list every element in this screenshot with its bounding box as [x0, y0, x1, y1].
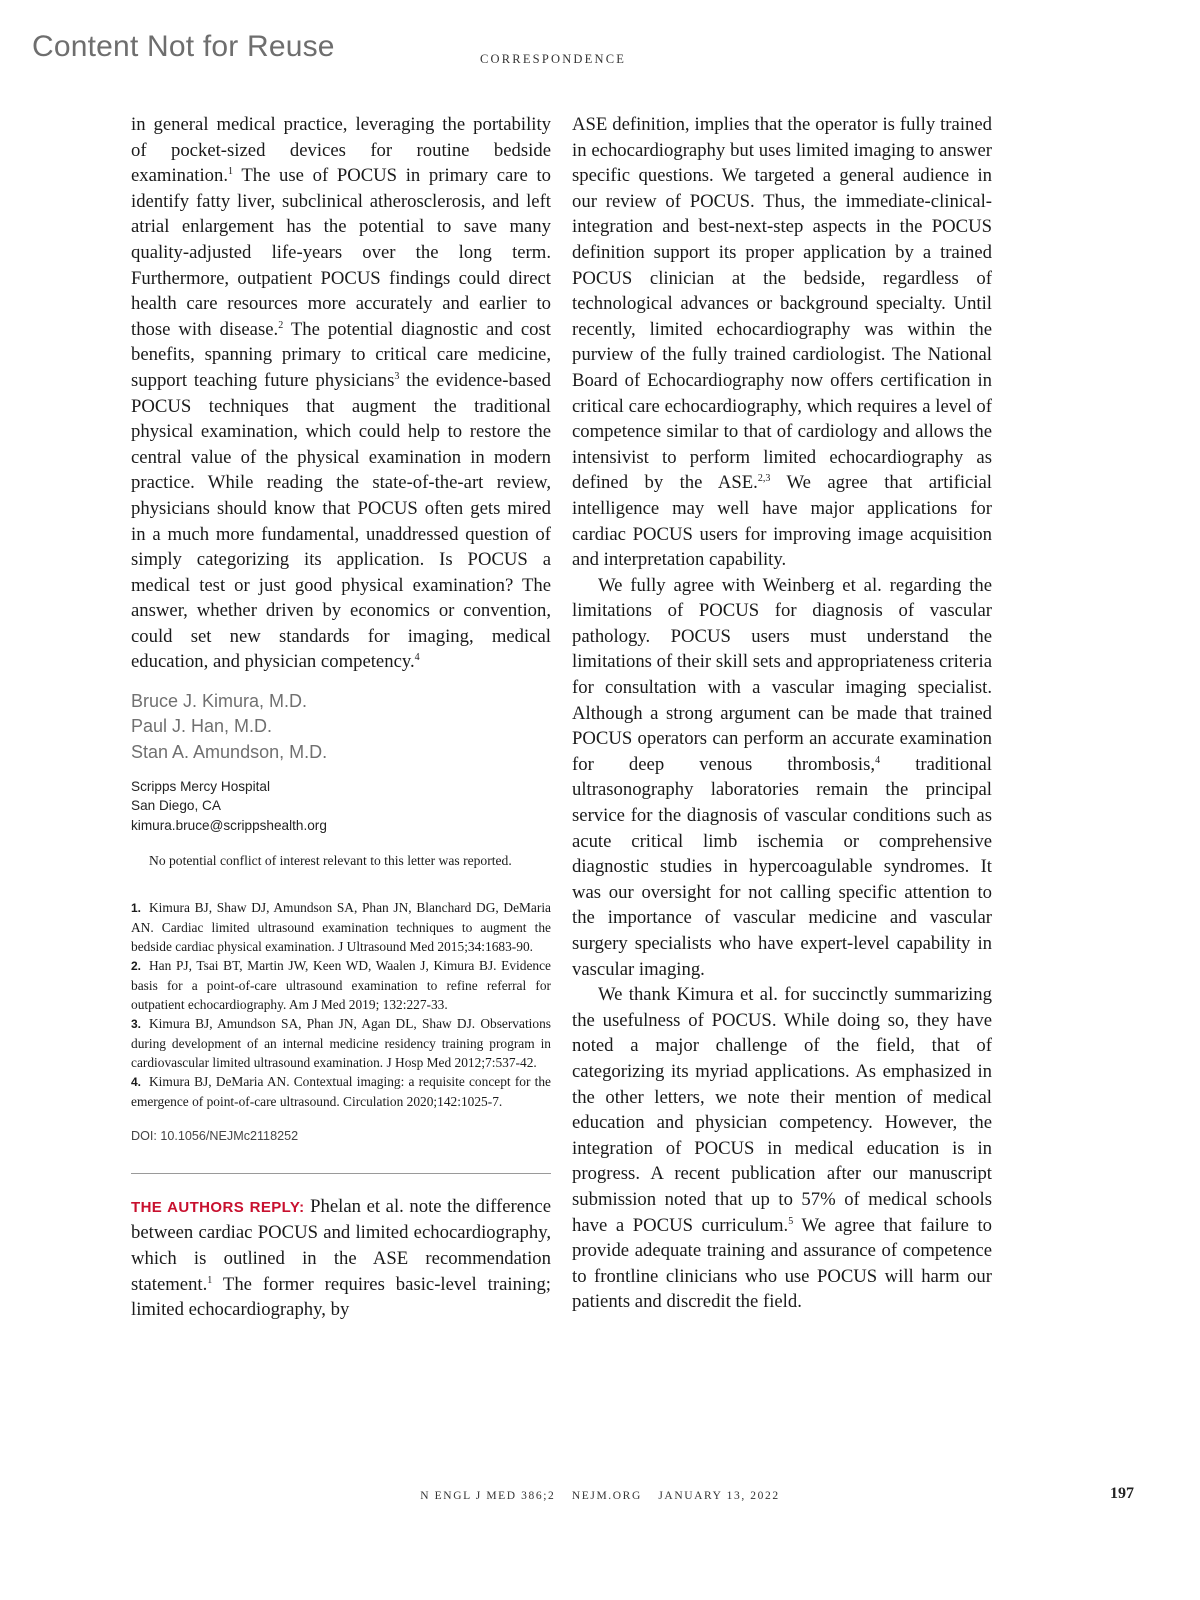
reply-paragraph: THE AUTHORS REPLY: Phelan et al. note the difference between cardiac POCUS and limited echocardiography, which is outlined in the ASE recommendation statement.$^1$ The former requires basic-level training; limited echocardiography, by: [131, 1195, 551, 1321]
doi-link[interactable]: DOI: 10.1056/NEJMc2118252: [131, 1128, 299, 1143]
author-name: Paul J. Han, M.D.: [131, 716, 273, 737]
reference-item: 3. Kimura BJ, Amundson SA, Phan JN, Agan DL, Shaw DJ. Observations during development of an internal medicine residency training program in cardiovascular limited ultrasound examination. J Hosp Med 2012;7:537-42.: [131, 1015, 551, 1070]
reference-item: 2. Han PJ, Tsai BT, Martin JW, Keen WD, Waalen J, Kimura BJ. Evidence basis for a point-of-care ultrasound examination to refine referral for outpatient echocardiography. Am J Med 2019; 132:227-33.: [131, 957, 551, 1012]
issue-date: JANUARY 13, 2022: [658, 1490, 780, 1502]
email-address[interactable]: kimura.bruce@scrippshealth.org: [131, 817, 327, 833]
author-list: [131, 689, 551, 765]
section-divider: [131, 1173, 551, 1174]
reply-paragraph-education: We thank Kimura et al. for succinctly summarizing the usefulness of POCUS. While doing so, they have noted a major challenge of the field, that of categorizing its myriad applications. As emphasized in the other letters, we note their mention of medical education and physician competency. However, the integration of POCUS in medical education is in progress. A recent publication after our manuscript submission noted that up to 57% of medical schools have a POCUS curriculum.$^5$ We agree that failure to provide adequate training and assurance of competence to frontline clinicians who use POCUS will harm our patients and discredit the field.: [572, 984, 992, 1313]
author-name: Stan A. Amundson, M.D.: [131, 741, 328, 762]
reply-continuation-paragraph: ASE definition, implies that the operator is fully trained in echocardiography but uses limited imaging to answer specific questions. We targeted a general audience in our review of POCUS. Thus, the immediate-clinical-integration and best-next-step aspects in the POCUS definition support its proper application by a trained POCUS clinician at the bedside, regardless of technological advances or background specialty. Until recently, limited echocardiography was within the purview of the fully trained cardiologist. The National Board of Echocardiography now offers certification in critical care echocardiography, which requires a level of competence similar to that of cardiology and allows the intensivist to perform limited echocardiography as defined by the ASE.$^{2,3}$ We agree that artificial intelligence may well have major applications for cardiac POCUS users for improving image acquisition and interpretation capability.: [572, 114, 992, 571]
section-heading: CORRESPONDENCE: [480, 52, 627, 66]
page-number: 197: [1110, 1485, 1134, 1502]
affiliation: [131, 777, 551, 835]
institution: Scripps Mercy Hospital: [131, 779, 270, 795]
reference-item: 4. Kimura BJ, DeMaria AN. Contextual imaging: a requisite concept for the emergence of point-of-care ultrasound. Circulation 2020;142:1025-7.: [131, 1073, 551, 1109]
author-name: Bruce J. Kimura, M.D.: [131, 691, 308, 712]
location: San Diego, CA: [131, 798, 221, 814]
left-column: [131, 112, 551, 1323]
conflict-statement: No potential conflict of interest relevant to this letter was reported.: [149, 852, 512, 868]
journal-site[interactable]: NEJM.ORG: [571, 1490, 642, 1502]
reply-paragraph-vascular: We fully agree with Weinberg et al. regarding the limitations of POCUS for diagnosis of vascular pathology. POCUS users must understand the limitations of their skill sets and appropriateness criteria for consultation with a vascular imaging specialist. Although a strong argument can be made that trained POCUS operators can perform an accurate examination for deep venous thrombosis,$^4$ traditional ultrasonography laboratories remain the principal service for the diagnosis of vascular conditions such as acute critical limb ischemia or comprehensive diagnostic studies in hypercoagulable syndromes. It was our oversight for not calling specific attention to the importance of vascular medicine and vascular surgery specialists who have expert-level capability in vascular imaging.: [572, 574, 992, 980]
reference-list: [131, 898, 551, 1111]
reference-item: 1. Kimura BJ, Shaw DJ, Amundson SA, Phan JN, Blanchard DG, DeMaria AN. Cardiac limited ultrasound examination techniques to augment the bedside cardiac physical examination. J Ultrasound Med 2015;34:1683-90.: [131, 899, 551, 954]
right-column: [572, 112, 992, 1315]
letter-body-paragraph: in general medical practice, leveraging the portability of pocket-sized devices for routine bedside examination.$^1$ The use of POCUS in primary care to identify fatty liver, subclinical atherosclerosis, and left atrial enlargement has the potential to save many quality-adjusted life-years over the long term. Furthermore, outpatient POCUS findings could direct health care resources more accurately and earlier to those with disease.$^2$ The potential diagnostic and cost benefits, spanning primary to critical care medicine, support teaching future physicians$^3$ the evidence-based POCUS techniques that augment the traditional physical examination, which could help to restore the central value of the physical examination in modern practice. While reading the state-of-the-art review, physicians should know that POCUS often gets mired in a much more fundamental, unaddressed question of simply categorizing its application. Is POCUS a medical test or just good physical examination? The answer, whether driven by economics or convention, could set new standards for imaging, medical education, and physician competency.$^4$: [131, 114, 551, 673]
journal-citation: N ENGL J MED 386;2: [420, 1490, 556, 1502]
watermark: Content Not for Reuse: [32, 30, 335, 63]
reply-label: THE AUTHORS REPLY:: [131, 1198, 305, 1216]
page-footer: [0, 1490, 1200, 1502]
